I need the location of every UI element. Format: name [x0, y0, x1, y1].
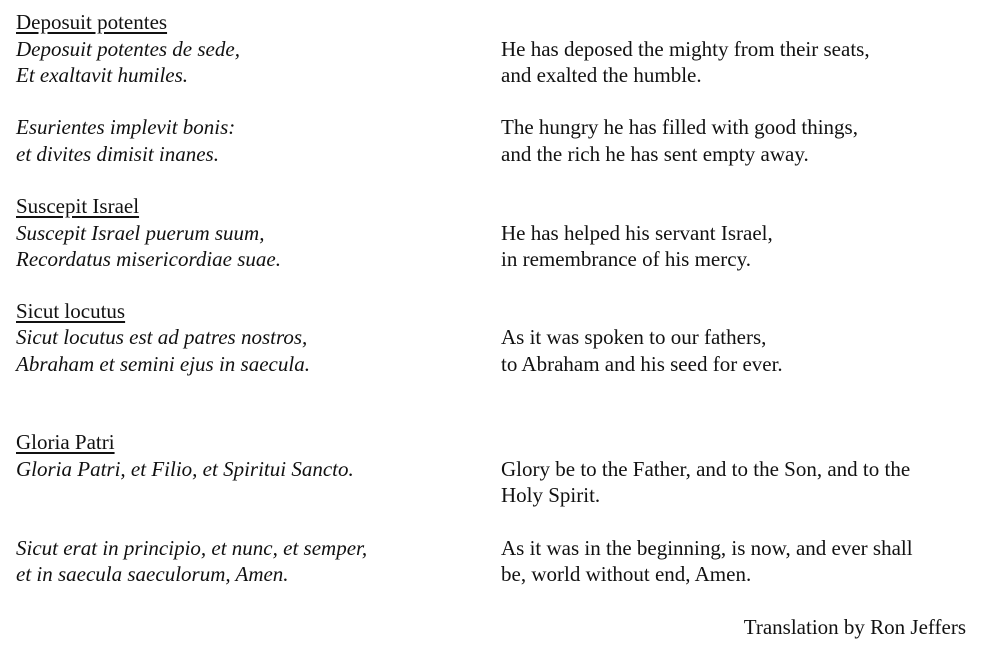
section-heading-gloria-patri: Gloria Patri — [16, 430, 115, 454]
english-line: He has helped his servant Israel, — [501, 221, 773, 245]
latin-line: Suscepit Israel puerum suum, — [16, 221, 265, 245]
english-line: He has deposed the mighty from their seats, — [501, 37, 870, 61]
latin-line: Sicut locutus est ad patres nostros, — [16, 325, 308, 349]
latin-line: Et exaltavit humiles. — [16, 63, 189, 87]
english-line: in remembrance of his mercy. — [501, 247, 751, 271]
english-line: to Abraham and his seed for ever. — [501, 352, 783, 376]
latin-line: Esurientes implevit bonis: — [16, 115, 236, 139]
latin-line: et in saecula saeculorum, Amen. — [16, 562, 289, 586]
english-line: and the rich he has sent empty away. — [501, 142, 809, 166]
latin-line: Sicut erat in principio, et nunc, et semper, — [16, 536, 368, 560]
section-heading-suscepit-israel: Suscepit Israel — [16, 194, 140, 218]
english-line: As it was spoken to our fathers, — [501, 325, 767, 349]
english-line: Holy Spirit. — [501, 483, 601, 507]
english-line: and exalted the humble. — [501, 63, 702, 87]
latin-line: Gloria Patri, et Filio, et Spiritui Sancto. — [16, 457, 354, 481]
latin-line: Recordatus misericordiae suae. — [16, 247, 281, 271]
latin-line: Deposuit potentes de sede, — [16, 37, 240, 61]
latin-line: et divites dimisit inanes. — [16, 142, 219, 166]
english-line: Glory be to the Father, and to the Son, and to the — [501, 457, 911, 481]
section-heading-sicut-locutus: Sicut locutus — [16, 299, 126, 323]
latin-line: Abraham et semini ejus in saecula. — [16, 352, 310, 376]
english-line: be, world without end, Amen. — [501, 562, 752, 586]
translation-credit: Translation by Ron Jeffers — [743, 615, 966, 639]
section-heading-deposuit-potentes: Deposuit potentes — [16, 10, 168, 34]
english-line: The hungry he has filled with good things, — [501, 115, 858, 139]
english-line: As it was in the beginning, is now, and ever shall — [501, 536, 913, 560]
